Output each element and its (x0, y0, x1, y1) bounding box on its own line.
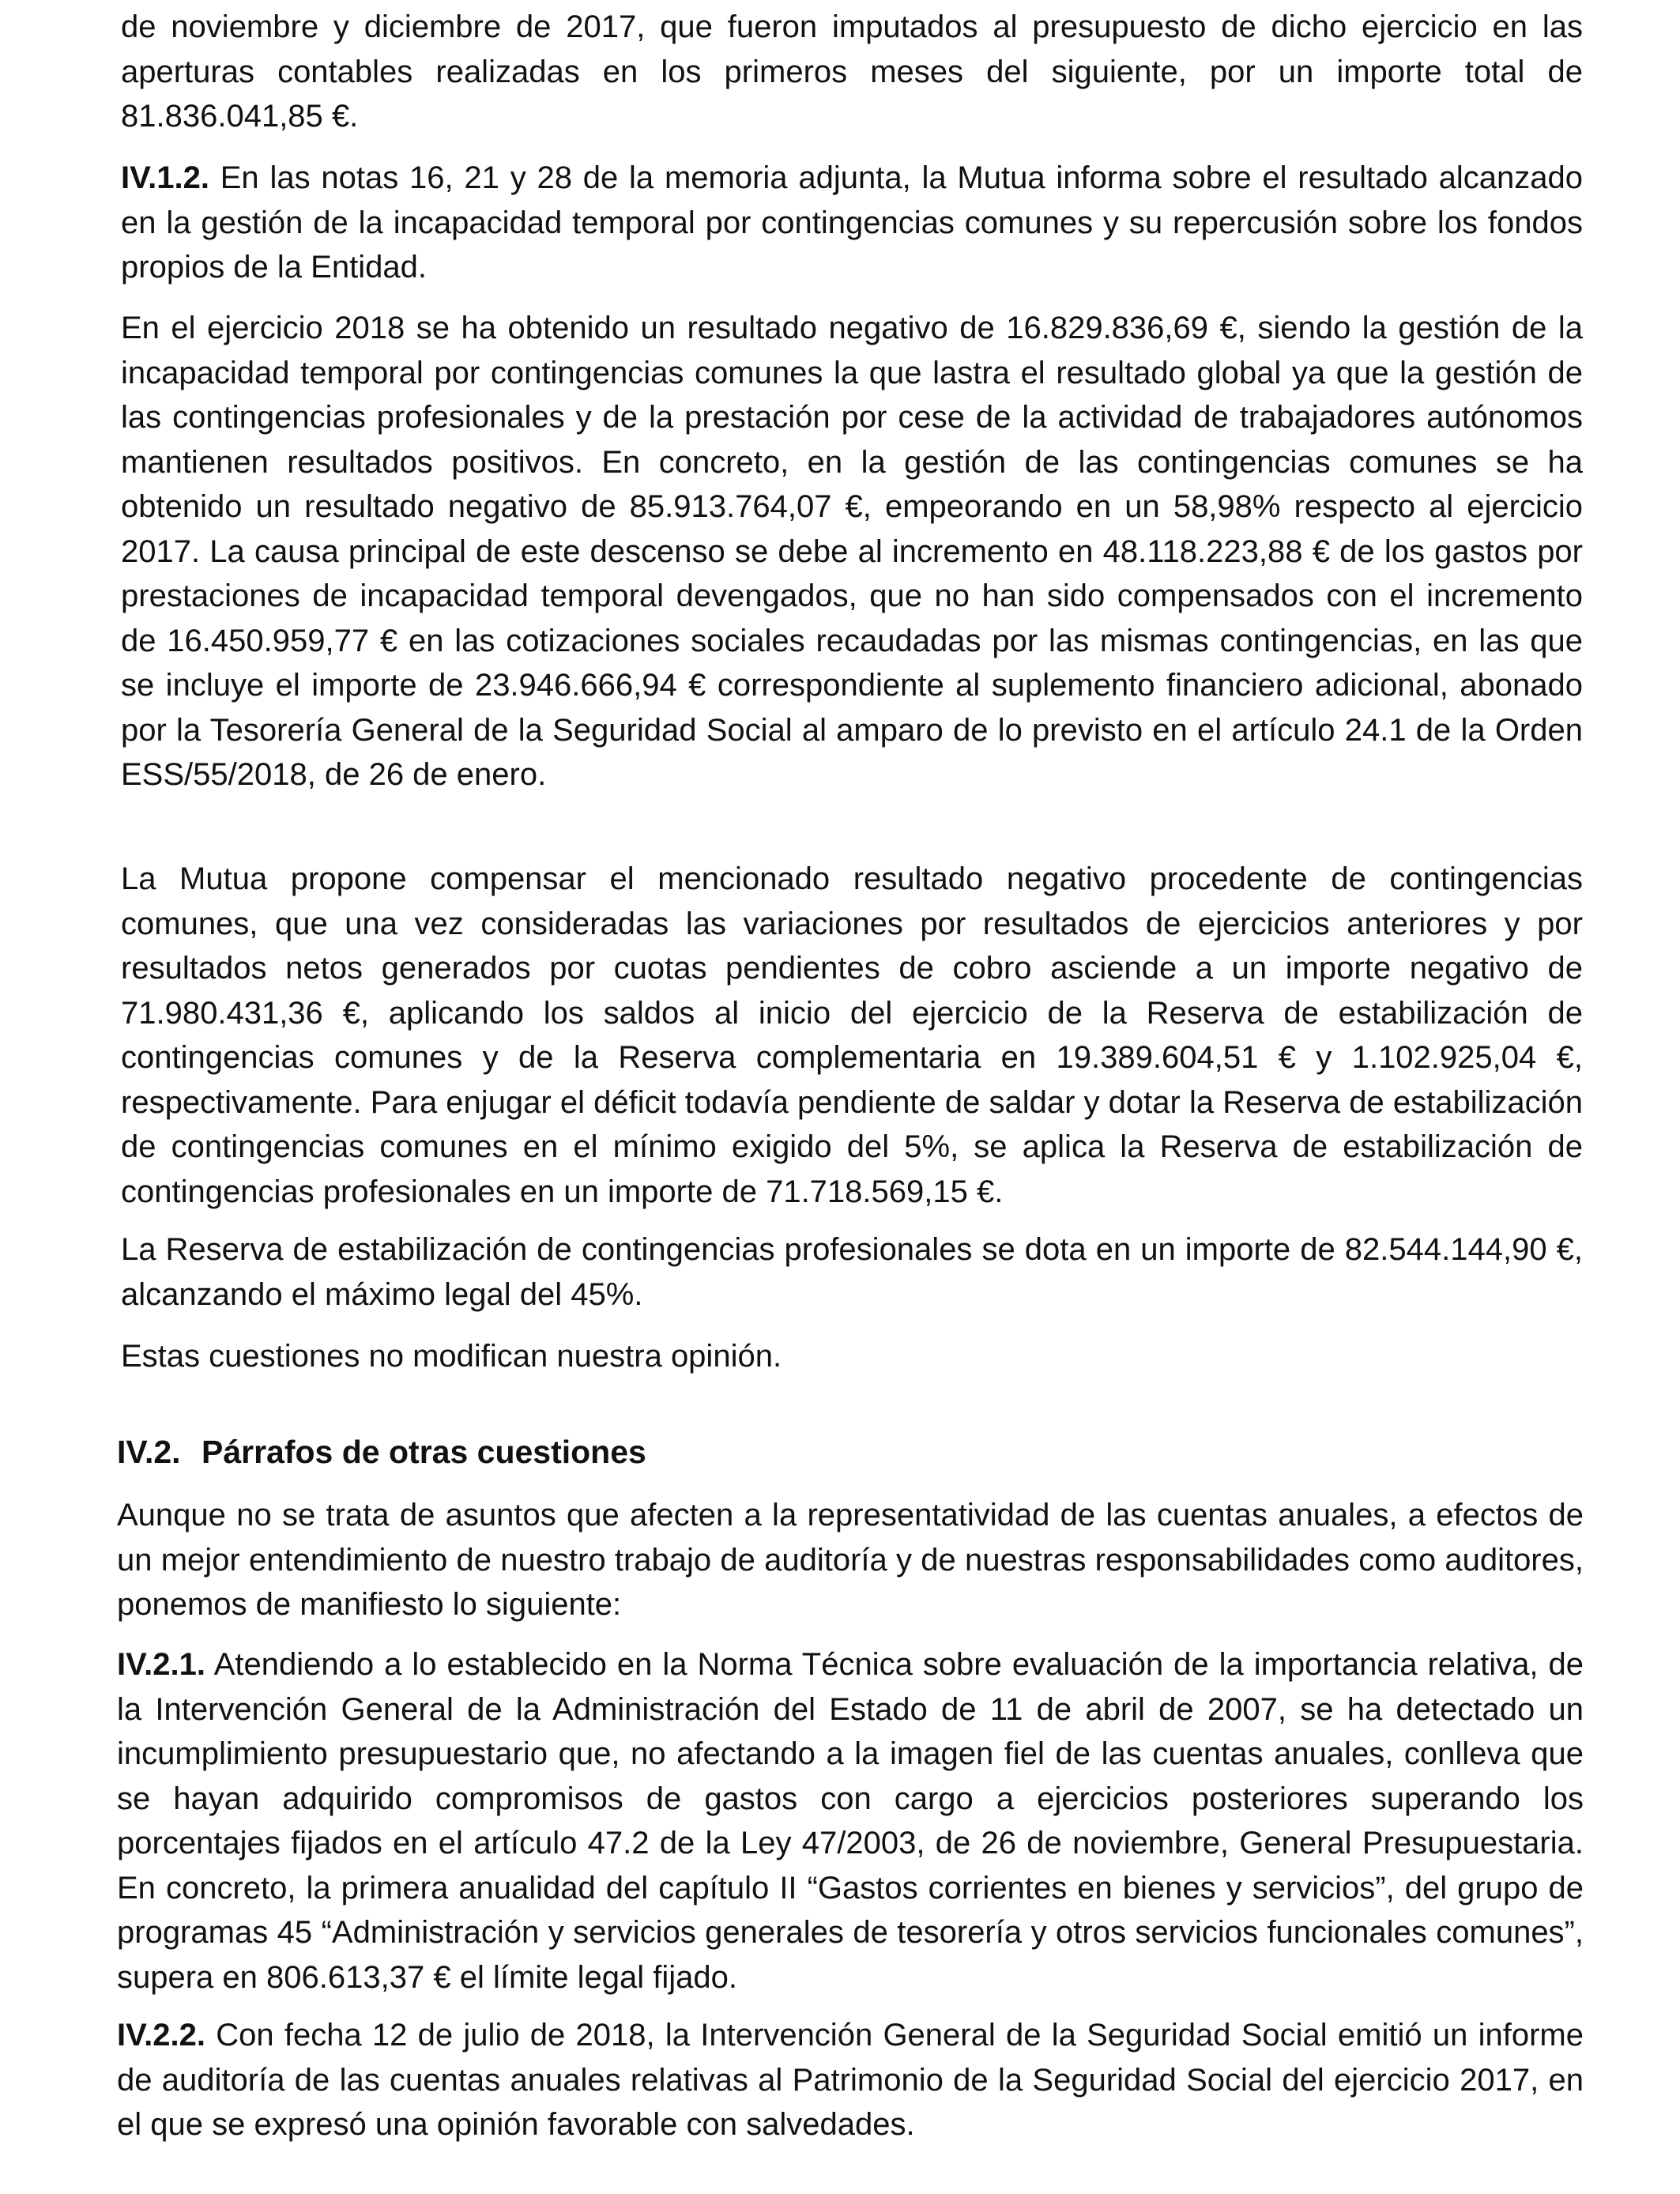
paragraph-text: Con fecha 12 de julio de 2018, la Intervención General de la Seguridad Social emitió un informe de auditoría de las cuentas anuales relativas al Patrimonio de la Seguridad Social del ejercicio 2017, en el que se expresó una opinión favorable con salvedades. (117, 2018, 1584, 2142)
paragraph-iv-2-1 (117, 1642, 1584, 2000)
section-heading (117, 1430, 1584, 1474)
paragraph-intro (117, 1493, 1584, 1627)
paragraph-result-2018 (121, 306, 1583, 797)
paragraph-text: Estas cuestiones no modifican nuestra opinión. (121, 1339, 782, 1374)
paragraph-text: En el ejercicio 2018 se ha obtenido un resultado negativo de 16.829.836,69 €, siendo la gestión de la incapacidad temporal por contingencias comunes la que lastra el resultado global ya que la gestión de las contingencias profesionales y de la prestación por cese de la actividad de trabajadores autónomos mantienen resultados positivos. En concreto, en la gestión de las contingencias comunes se ha obtenido un resultado negativo de 85.913.764,07 €, empeorando en un 58,98% respecto al ejercicio 2017. La causa principal de este descenso se debe al incremento en 48.118.223,88 € de los gastos por prestaciones de incapacidad temporal devengados, que no han sido compensados con el incremento de 16.450.959,77 € en las cotizaciones sociales recaudadas por las mismas contingencias, en las que se incluye el importe de 23.946.666,94 € correspondiente al suplemento financiero adicional, abonado por la Tesorería General de la Seguridad Social al amparo de lo previsto en el artículo 24.1 de la Orden ESS/55/2018, de 26 de enero. (121, 311, 1583, 792)
paragraph-text: de noviembre y diciembre de 2017, que fueron imputados al presupuesto de dicho ejercicio en las aperturas contables realizadas en los primeros meses del siguiente, por un importe total de 81.836.041,85 €. (121, 9, 1583, 134)
section-title: Párrafos de otras cuestiones (202, 1434, 646, 1470)
paragraph-reserve (121, 1227, 1583, 1317)
paragraph-text: En las notas 16, 21 y 28 de la memoria adjunta, la Mutua informa sobre el resultado alcanzado en la gestión de la incapacidad temporal por contingencias comunes y su repercusión sobre los fondos propios de la Entidad. (121, 160, 1583, 285)
paragraph-text: La Reserva de estabilización de contingencias profesionales se dota en un importe de 82.544.144,90 €, alcanzando el máximo legal del 45%. (121, 1232, 1583, 1312)
paragraph-number: IV.1.2. (121, 160, 209, 195)
paragraph-compensation (121, 857, 1583, 1214)
paragraph-number: IV.2.2. (117, 2018, 205, 2053)
paragraph-number: IV.2.1. (117, 1647, 205, 1682)
paragraph-opinion-note (121, 1334, 1583, 1379)
paragraph-text: La Mutua propone compensar el mencionado resultado negativo procedente de contingencias comunes, que una vez consideradas las variaciones por resultados de ejercicios anteriores y por resultados netos generados por cuotas pendientes de cobro asciende a un importe negativo de 71.980.431,36 €, aplicando los saldos al inicio del ejercicio de la Reserva de estabilización de contingencias comunes y de la Reserva complementaria en 19.389.604,51 € y 1.102.925,04 €, respectivamente. Para enjugar el déficit todavía pendiente de saldar y dotar la Reserva de estabilización de contingencias comunes en el mínimo exigido del 5%, se aplica la Reserva de estabilización de contingencias profesionales en un importe de 71.718.569,15 €. (121, 861, 1583, 1209)
paragraph-text: Aunque no se trata de asuntos que afecten a la representatividad de las cuentas anuales, a efectos de un mejor entendimiento de nuestro trabajo de auditoría y de nuestras responsabilidades como auditores, ponemos de manifiesto lo siguiente: (117, 1498, 1584, 1622)
paragraph-continuation (121, 5, 1583, 139)
section-number: IV.2. (117, 1434, 181, 1470)
paragraph-text: Atendiendo a lo establecido en la Norma Técnica sobre evaluación de la importancia relativa, de la Intervención General de la Administración del Estado de 11 de abril de 2007, se ha detectado un incumplimiento presupuestario que, no afectando a la imagen fiel de las cuentas anuales, conlleva que se hayan adquirido compromisos de gastos con cargo a ejercicios posteriores superando los porcentajes fijados en el artículo 47.2 de la Ley 47/2003, de 26 de noviembre, General Presupuestaria. En concreto, la primera anualidad del capítulo II “Gastos corrientes en bienes y servicios”, del grupo de programas 45 “Administración y servicios generales de tesorería y otros servicios funcionales comunes”, supera en 806.613,37 € el límite legal fijado. (117, 1647, 1584, 1995)
paragraph-iv-2-2 (117, 2013, 1584, 2147)
paragraph-iv-1-2 (121, 156, 1583, 290)
